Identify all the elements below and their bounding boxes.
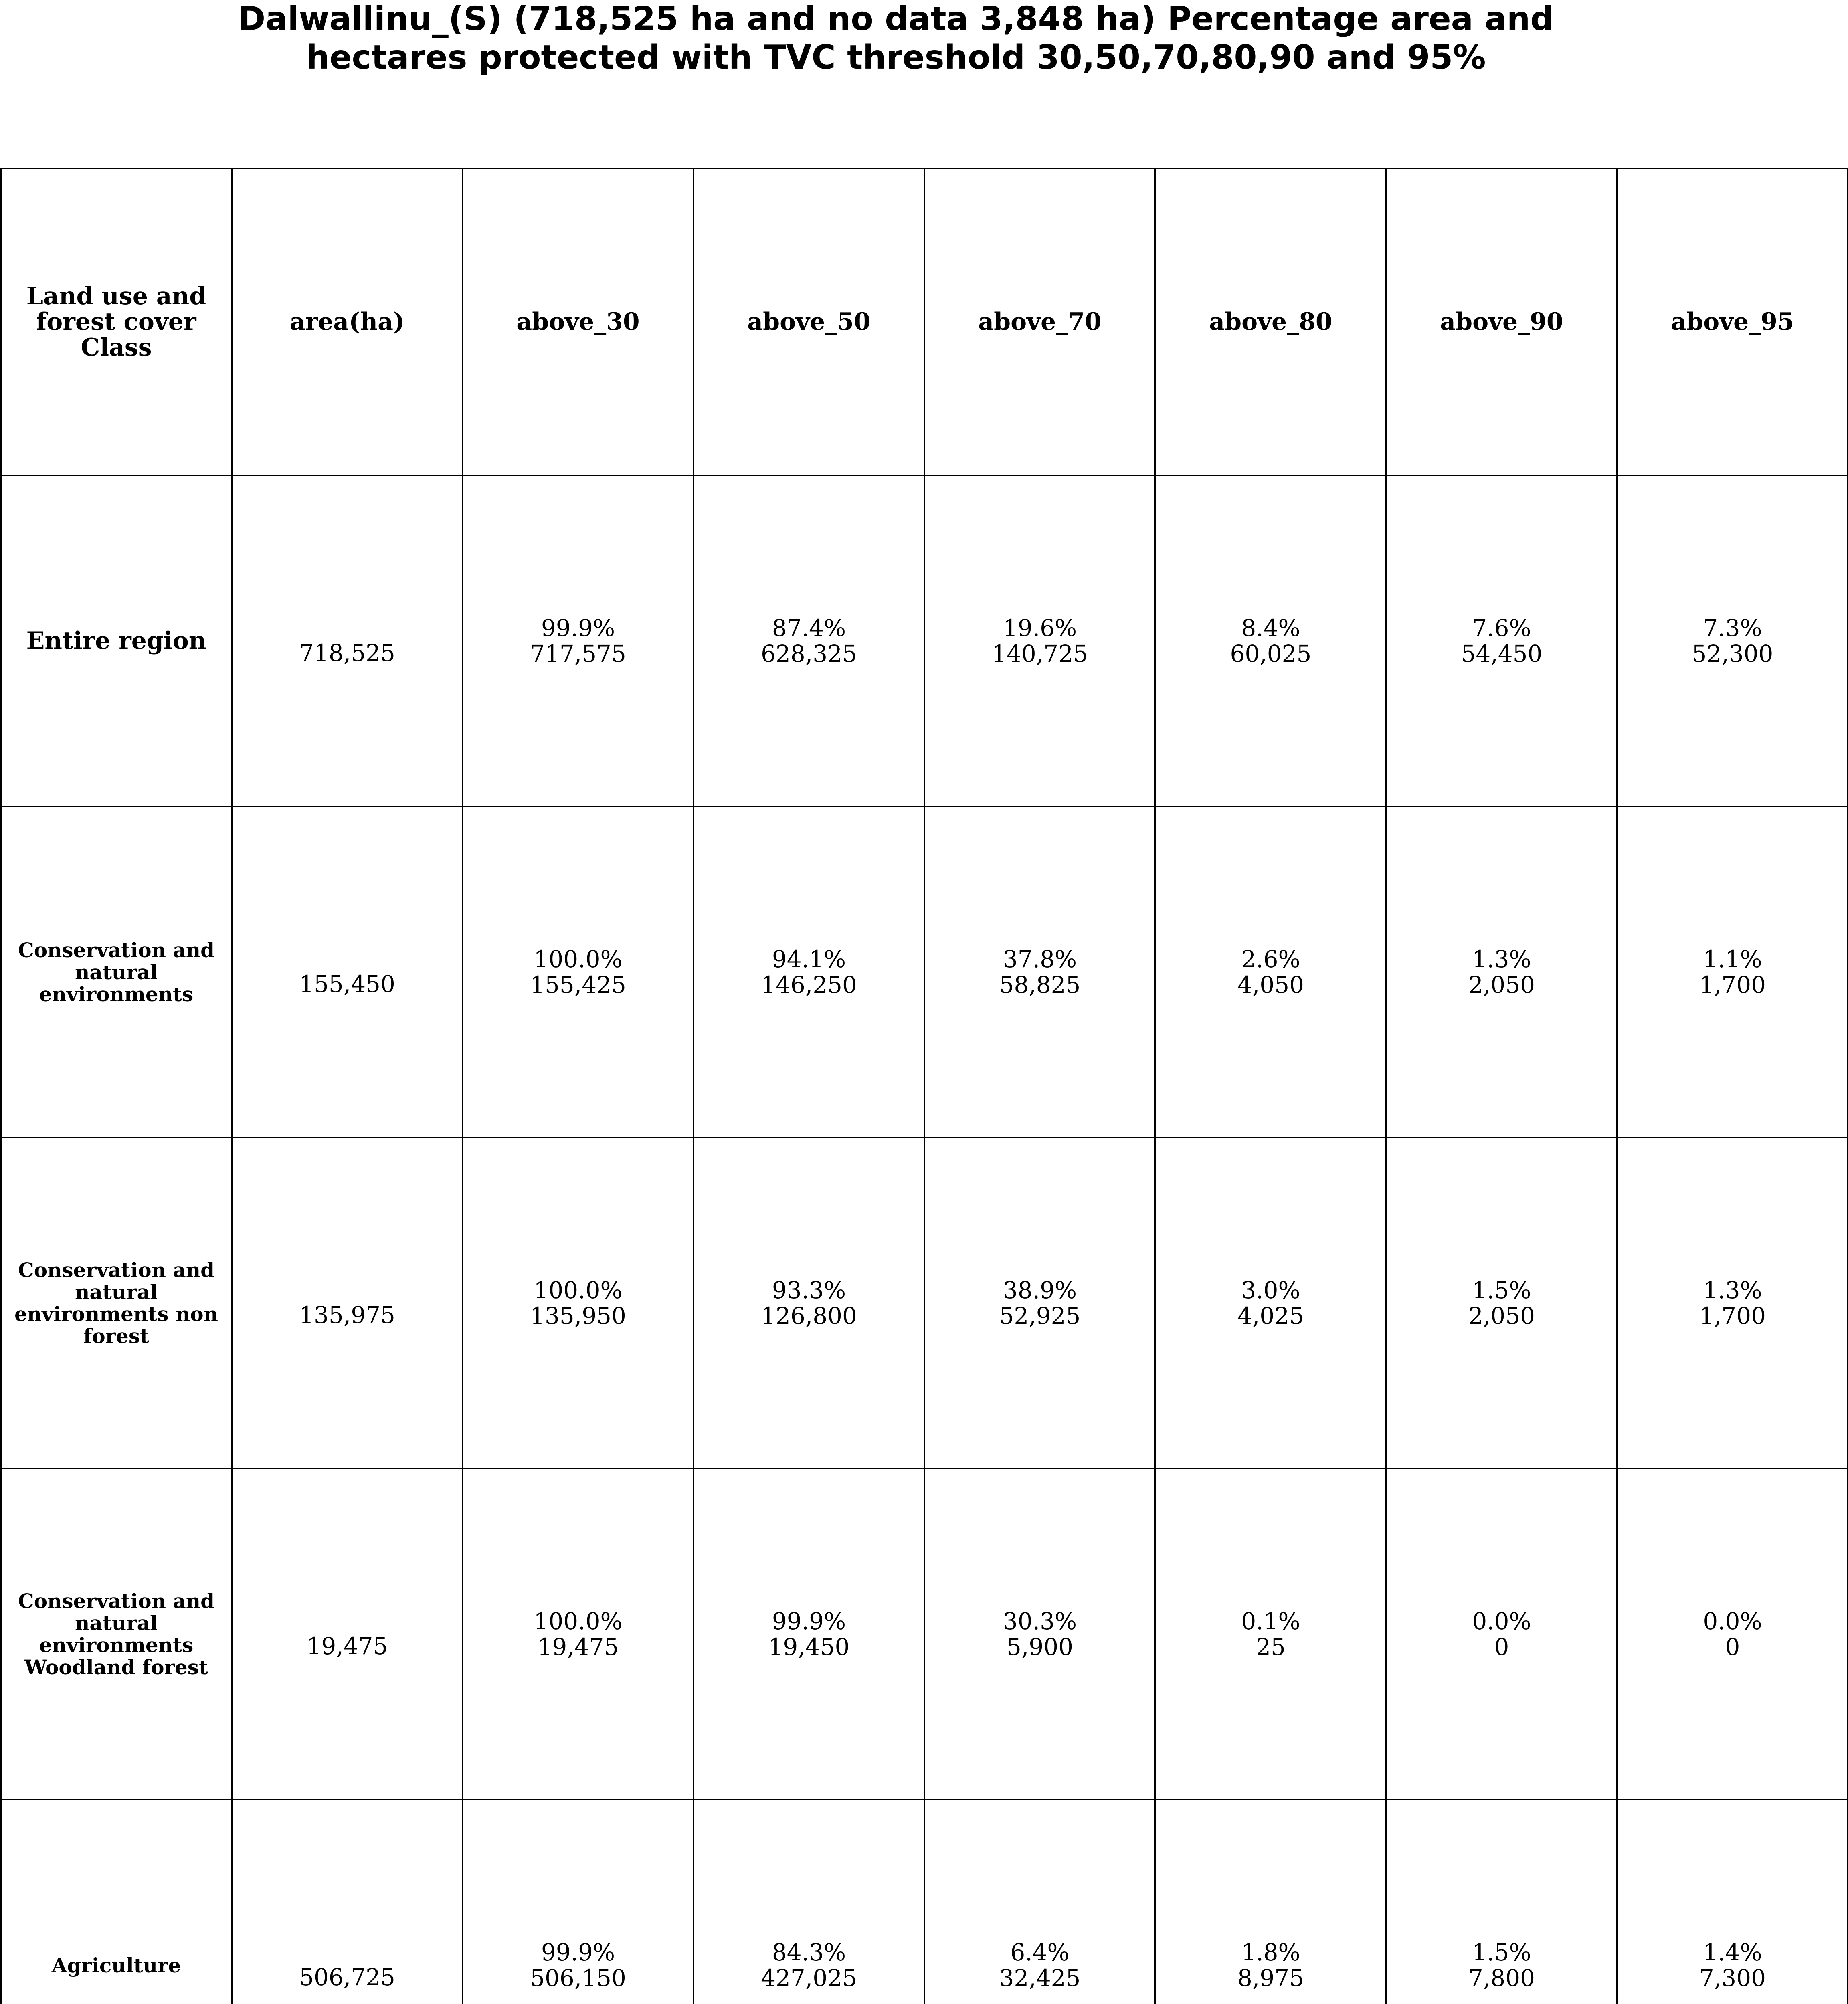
cell-above-30: 99.9% 717,575 <box>463 475 694 806</box>
row-area: 19,475 <box>232 1469 463 1800</box>
cell-above-95: 1.3% 1,700 <box>1617 1137 1848 1469</box>
header-above-30: above_30 <box>463 168 694 475</box>
cell-above-70: 6.4% 32,425 <box>924 1800 1155 2004</box>
header-above-80: above_80 <box>1155 168 1386 475</box>
cell-above-90: 0.0% 0 <box>1386 1469 1617 1800</box>
cell-above-30: 100.0% 135,950 <box>463 1137 694 1469</box>
row-class-label: Entire region <box>1 475 232 806</box>
cell-above-95: 7.3% 52,300 <box>1617 475 1848 806</box>
cell-above-50: 99.9% 19,450 <box>694 1469 924 1800</box>
table-row <box>1 806 1848 1137</box>
cell-above-90: 1.5% 7,800 <box>1386 1800 1617 2004</box>
cell-above-80: 3.0% 4,025 <box>1155 1137 1386 1469</box>
table-row <box>1 1469 1848 1800</box>
cell-above-50: 84.3% 427,025 <box>694 1800 924 2004</box>
cell-above-95: 0.0% 0 <box>1617 1469 1848 1800</box>
header-area: area(ha) <box>232 168 463 475</box>
cell-above-80: 2.6% 4,050 <box>1155 806 1386 1137</box>
row-class-label: Conservation and natural environments <box>1 806 232 1137</box>
title-line-1: Dalwallinu_(S) (718,525 ha and no data 3,848 ha) Percentage area and <box>238 0 1554 38</box>
cell-above-70: 19.6% 140,725 <box>924 475 1155 806</box>
table-row <box>1 475 1848 806</box>
cell-above-90: 1.3% 2,050 <box>1386 806 1617 1137</box>
cell-above-95: 1.4% 7,300 <box>1617 1800 1848 2004</box>
cell-above-70: 37.8% 58,825 <box>924 806 1155 1137</box>
row-area: 506,725 <box>232 1800 463 2004</box>
cell-above-90: 1.5% 2,050 <box>1386 1137 1617 1469</box>
row-area: 718,525 <box>232 475 463 806</box>
header-above-95: above_95 <box>1617 168 1848 475</box>
header-above-70: above_70 <box>924 168 1155 475</box>
cell-above-80: 8.4% 60,025 <box>1155 475 1386 806</box>
table-row <box>1 1800 1848 2004</box>
cell-above-80: 1.8% 8,975 <box>1155 1800 1386 2004</box>
table-header-row <box>1 168 1848 475</box>
row-class-label: Conservation and natural environments non forest <box>1 1137 232 1469</box>
cell-above-30: 100.0% 155,425 <box>463 806 694 1137</box>
cell-above-30: 99.9% 506,150 <box>463 1800 694 2004</box>
cell-above-50: 94.1% 146,250 <box>694 806 924 1137</box>
header-above-50: above_50 <box>694 168 924 475</box>
tvc-protection-table <box>0 168 1848 2004</box>
row-class-label: Conservation and natural environments Woodland forest <box>1 1469 232 1800</box>
header-above-90: above_90 <box>1386 168 1617 475</box>
cell-above-30: 100.0% 19,475 <box>463 1469 694 1800</box>
cell-above-50: 87.4% 628,325 <box>694 475 924 806</box>
row-class-label: Agriculture <box>1 1800 232 2004</box>
header-class: Land use and forest cover Class <box>1 168 232 475</box>
title-line-2: hectares protected with TVC threshold 30,50,70,80,90 and 95% <box>306 38 1486 77</box>
cell-above-90: 7.6% 54,450 <box>1386 475 1617 806</box>
cell-above-95: 1.1% 1,700 <box>1617 806 1848 1137</box>
row-area: 155,450 <box>232 806 463 1137</box>
page-title <box>0 0 1792 77</box>
cell-above-70: 38.9% 52,925 <box>924 1137 1155 1469</box>
cell-above-70: 30.3% 5,900 <box>924 1469 1155 1800</box>
table-row <box>1 1137 1848 1469</box>
cell-above-50: 93.3% 126,800 <box>694 1137 924 1469</box>
cell-above-80: 0.1% 25 <box>1155 1469 1386 1800</box>
row-area: 135,975 <box>232 1137 463 1469</box>
